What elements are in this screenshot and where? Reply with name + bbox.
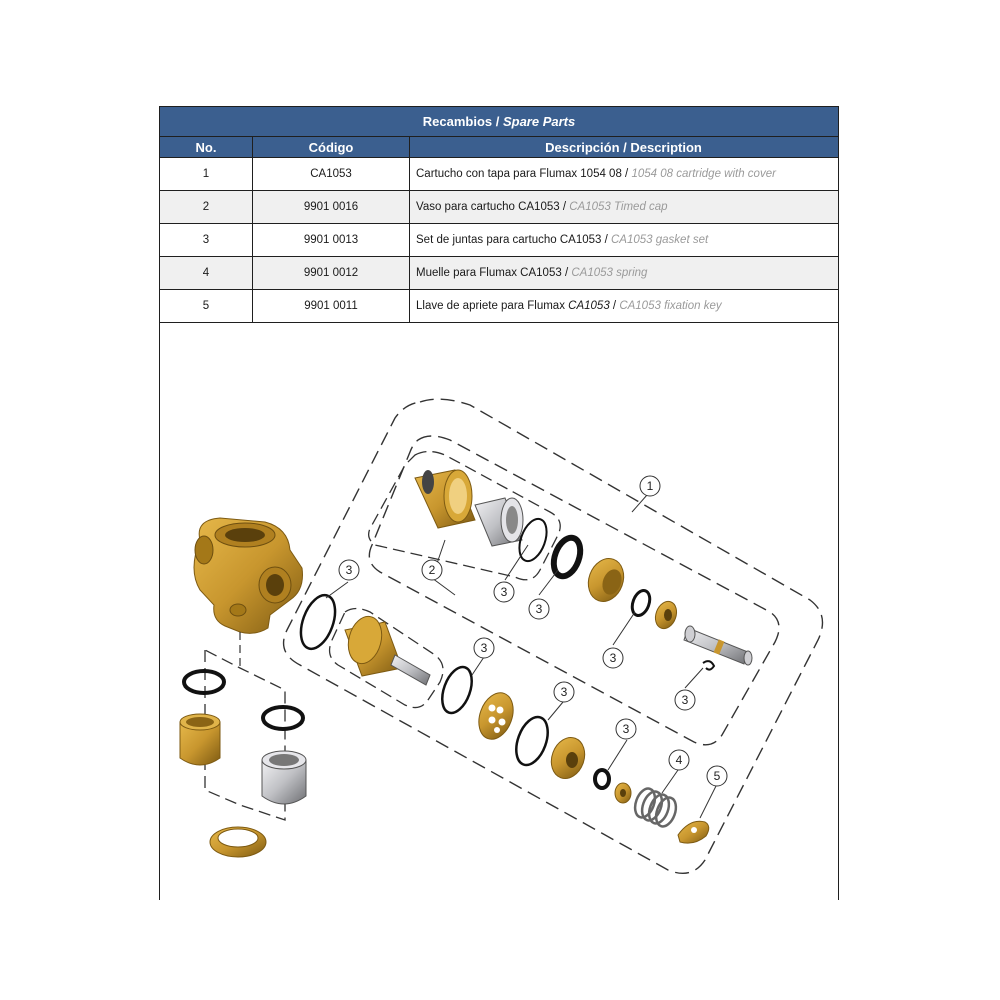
small-clip (703, 661, 714, 670)
desc-english: CA1053 spring (571, 267, 648, 279)
desc-spanish: Vaso para cartucho CA1053 (416, 201, 560, 213)
callout-label: 3 (622, 722, 630, 736)
callout-3g (554, 682, 574, 702)
brass-perforated-cage (473, 688, 519, 744)
valve-body (194, 518, 303, 633)
callout-3h (616, 719, 636, 739)
desc-separator: / (621, 168, 632, 180)
desc-separator: / (561, 267, 572, 279)
callout-3a (339, 560, 359, 580)
brass-washer (652, 598, 680, 631)
desc-spanish: Llave de apriete para Flumax (416, 300, 565, 312)
desc-english: CA1053 Timed cap (569, 201, 668, 213)
header-no: No. (195, 139, 217, 155)
callout-3b (494, 582, 514, 602)
row-no: 5 (202, 300, 210, 312)
steel-sleeve (262, 751, 306, 804)
spring (631, 786, 679, 829)
row-code: 9901 0012 (252, 257, 409, 289)
callout-label: 3 (500, 585, 508, 599)
row-no: 4 (202, 267, 210, 279)
desc-english: CA1053 gasket set (611, 234, 709, 246)
desc-english: CA1053 fixation key (619, 300, 722, 312)
callout-3c (529, 599, 549, 619)
callout-label: 3 (609, 651, 617, 665)
desc-spanish: Set de juntas para cartucho CA1053 (416, 234, 602, 246)
callout-label: 3 (480, 641, 488, 655)
fixation-key (678, 821, 709, 843)
title-english: Spare Parts (502, 114, 576, 129)
left-oring-right (263, 707, 303, 729)
brass-cap (415, 470, 475, 528)
brass-sleeve (180, 714, 220, 765)
brass-nut (210, 827, 266, 857)
desc-english: 1054 08 cartridge with cover (631, 168, 776, 180)
callout-5 (707, 766, 727, 786)
callout-label: 4 (675, 753, 683, 767)
steel-spindle (684, 626, 752, 665)
row-code: CA1053 (252, 158, 409, 190)
callout-4 (669, 750, 689, 770)
callout-label: 2 (428, 563, 436, 577)
callout-3d (603, 648, 623, 668)
desc-spanish: Muelle para Flumax CA1053 (416, 267, 562, 279)
row-no: 1 (202, 168, 210, 180)
mid-oring-2 (510, 713, 553, 770)
callout-3e (675, 690, 695, 710)
small-brass-ring (615, 783, 631, 803)
desc-separator: / (601, 234, 611, 246)
callout-label: 3 (345, 563, 353, 577)
timed-cap-steel (475, 498, 523, 546)
left-big-oring (294, 591, 341, 654)
brass-disc (546, 733, 590, 783)
header-description: Descripción / Description (409, 137, 837, 157)
callout-label: 3 (535, 602, 543, 616)
mid-oring (437, 663, 478, 717)
callout-label: 3 (681, 693, 689, 707)
left-oring-top (184, 671, 224, 693)
callout-1 (640, 476, 660, 496)
header-code: Código (252, 137, 409, 157)
desc-spanish-italic: CA1053 (568, 300, 610, 312)
desc-separator: / (559, 201, 570, 213)
row-code: 9901 0016 (252, 191, 409, 223)
row-no: 2 (202, 201, 210, 213)
callout-label: 5 (713, 769, 721, 783)
row-code: 9901 0011 (252, 290, 409, 322)
brass-bushing (583, 554, 630, 607)
row-code: 9901 0013 (252, 224, 409, 256)
title-spanish: Recambios / (422, 114, 500, 129)
callout-3f (474, 638, 494, 658)
callout-label: 1 (646, 479, 654, 493)
desc-spanish: Cartucho con tapa para Flumax 1054 08 (416, 168, 622, 180)
small-black-gasket (595, 770, 609, 788)
small-oring-1 (629, 588, 653, 618)
callout-label: 3 (560, 685, 568, 699)
desc-separator: / (609, 300, 620, 312)
row-no: 3 (202, 234, 210, 246)
callout-2 (422, 560, 442, 580)
